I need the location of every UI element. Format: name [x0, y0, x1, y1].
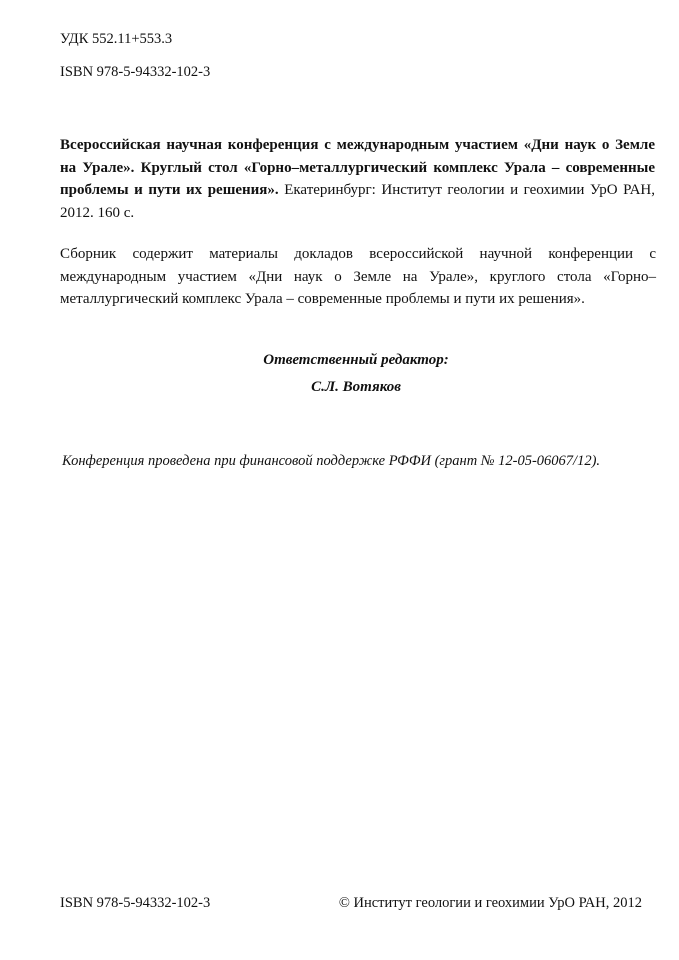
bibliographic-abstract [60, 134, 655, 224]
footer-isbn: ISBN 978-5-94332-102-3 [60, 895, 211, 911]
abstract-imprint: Екатеринбург: Институт геологии и геохимии УрО РАН, 2012. 160 с. [60, 182, 655, 221]
summary-paragraph: Сборник содержит материалы докладов всероссийской научной конференции с международным участием «Дни наук о Земле на Урале», круглого стола «Горно–металлургический комплекс Урала – современные проблемы и пути их решения». [60, 246, 656, 307]
abstract-title: Всероссийская научная конференция с международным участием «Дни наук о Земле на Урале». Круглый стол «Горно–металлургический комплекс Урала – современные проблемы и пути их решения». [60, 137, 655, 198]
editor-name: С.Л. Вотяков [311, 379, 401, 395]
funding-note: Конференция проведена при финансовой поддержке РФФИ (грант № 12-05-06067/12). [62, 453, 601, 469]
isbn-header: ISBN 978-5-94332-102-3 [60, 64, 211, 80]
footer-copyright: © Институт геологии и геохимии УрО РАН, 2012 [338, 895, 642, 911]
udk-code: УДК 552.11+553.3 [60, 31, 173, 47]
editor-label: Ответственный редактор: [263, 352, 449, 368]
